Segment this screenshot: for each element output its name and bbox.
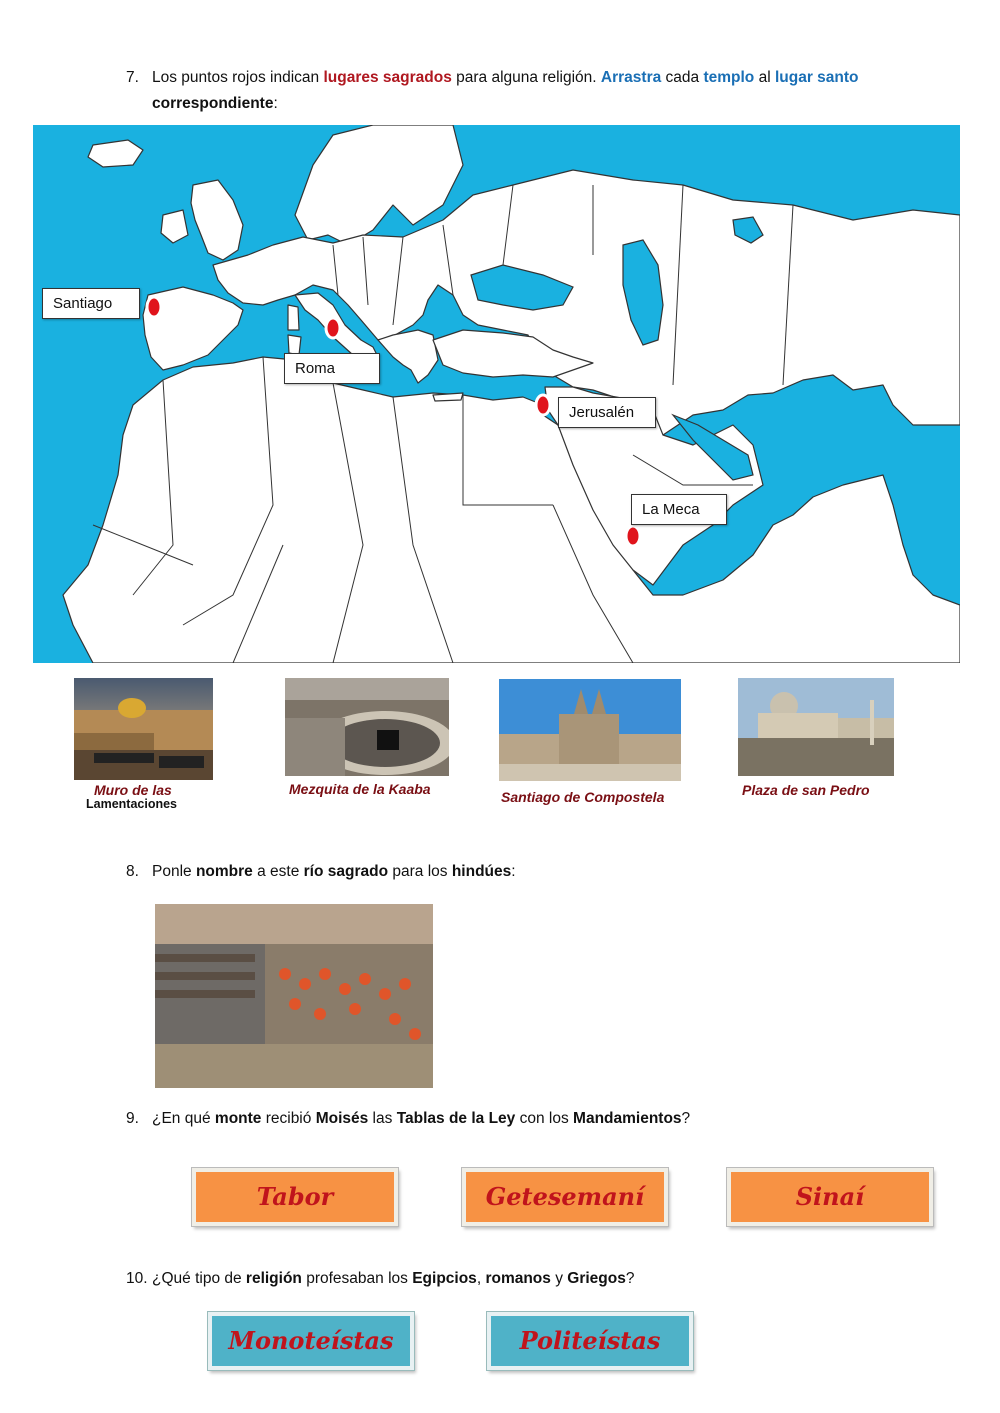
ganges-photo: [155, 904, 433, 1088]
option-monoteistas-button[interactable]: Monoteístas: [208, 1312, 414, 1370]
roma-dot: [326, 318, 340, 338]
map-label-la-meca[interactable]: La Meca: [631, 494, 727, 525]
option-politeistas-button[interactable]: Politeístas: [487, 1312, 693, 1370]
question-9: 9. ¿En qué monte recibió Moisés las Tablas de la Ley con los Mandamientos?: [126, 1110, 691, 1127]
question-10: 10. ¿Qué tipo de religión profesaban los Egipcios, romanos y Griegos?: [126, 1270, 635, 1287]
santiago-dot: [147, 297, 161, 317]
caption-san-pedro: Plaza de san Pedro: [742, 782, 870, 798]
saint-peter-square-image: [738, 678, 894, 776]
map-label-jerusalen[interactable]: Jerusalén: [558, 397, 656, 428]
ganges-river-image: [155, 904, 433, 1088]
map-label-roma[interactable]: Roma: [284, 353, 380, 384]
world-map: [33, 125, 960, 663]
question-8: 8. Ponle nombre a este río sagrado para los hindúes:: [126, 863, 516, 880]
caption-kaaba: Mezquita de la Kaaba: [289, 781, 431, 797]
temple-photo-kaaba[interactable]: [285, 678, 449, 776]
temple-photo-santiago[interactable]: [499, 679, 681, 781]
kaaba-image: [285, 678, 449, 776]
option-getesemani-button[interactable]: Getesemaní: [462, 1168, 668, 1226]
temple-photo-san-pedro[interactable]: [738, 678, 894, 776]
temple-photo-muro-lamentaciones[interactable]: [74, 678, 213, 780]
santiago-cathedral-image: [499, 679, 681, 781]
question-7: 7. Los puntos rojos indican lugares sagrados para alguna religión. Arrastra cada templo al lugar santo correspondiente:: [126, 65, 946, 117]
la-meca-dot: [626, 526, 640, 546]
jerusalen-dot: [536, 395, 550, 415]
option-sinai-button[interactable]: Sinaí: [727, 1168, 933, 1226]
map-label-santiago[interactable]: Santiago: [42, 288, 140, 319]
option-tabor-button[interactable]: Tabor: [192, 1168, 398, 1226]
caption-muro: Muro de las: [94, 782, 172, 798]
caption-santiago: Santiago de Compostela: [501, 789, 665, 805]
question-number: 7.: [126, 69, 139, 86]
caption-muro-2: Lamentaciones: [86, 797, 178, 811]
wailing-wall-image: [74, 678, 213, 780]
